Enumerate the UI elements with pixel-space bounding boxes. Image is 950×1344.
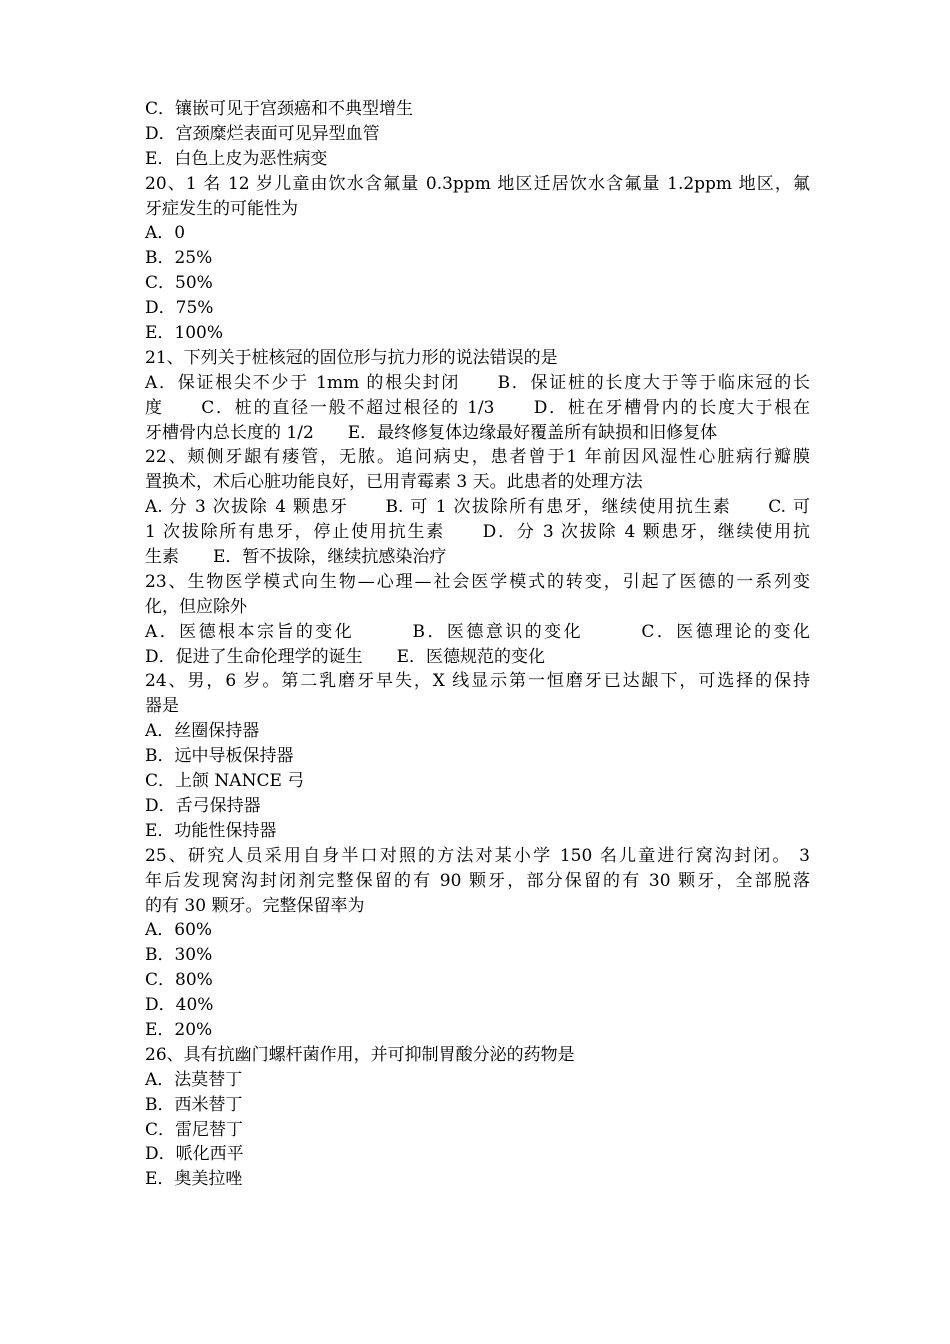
question-24-option-b: B．远中导板保持器: [145, 746, 294, 767]
question-22-options-line-1: A. 分 3 次拔除 4 颗患牙 B. 可 1 次拔除所有患牙，继续使用抗生素 C. 可: [145, 497, 810, 518]
question-22-options-line-2: 1 次拔除所有患牙，停止使用抗生素 D．分 3 次拔除 4 颗患牙，继续使用抗: [145, 522, 810, 543]
question-25-stem: 25、研究人员采用自身半口对照的方法对某小学 150 名儿童进行窝沟封闭。 3: [145, 845, 810, 866]
question-24-option-a: A．丝圈保持器: [145, 721, 260, 742]
question-22-options-line-3: 生素 E．暂不拔除，继续抗感染治疗: [145, 547, 447, 568]
question-25-option-d: D．40%: [145, 995, 214, 1016]
question-24-option-d: D．舌弓保持器: [145, 795, 261, 816]
question-26-option-c: C．雷尼替丁: [145, 1119, 244, 1140]
question-22-stem: 22、颊侧牙龈有瘘管，无脓。追问病史，患者曾于1 年前因风湿性心脏病行瓣膜: [145, 447, 810, 468]
question-20-option-e: E．100%: [145, 323, 224, 344]
question-24-option-c: C．上颌 NANCE 弓: [145, 771, 305, 792]
question-25-stem-cont-1: 年后发现窝沟封闭剂完整保留的有 90 颗牙，部分保留的有 30 颗牙，全部脱落: [145, 870, 810, 891]
question-25-option-e: E．20%: [145, 1019, 213, 1040]
question-26-stem: 26、具有抗幽门螺杆菌作用，并可抑制胃酸分泌的药物是: [145, 1044, 575, 1065]
question-20-option-a: A．0: [145, 223, 186, 244]
question-20-stem-cont: 牙症发生的可能性为: [145, 198, 298, 219]
question-23-stem: 23、生物医学模式向生物—心理—社会医学模式的转变，引起了医德的一系列变: [145, 571, 810, 592]
option-c-line: C．镶嵌可见于宫颈癌和不典型增生: [145, 99, 414, 119]
option-e-line: E．白色上皮为恶性病变: [145, 148, 328, 169]
question-25-option-b: B．30%: [145, 945, 213, 966]
question-20-option-d: D．75%: [145, 298, 214, 319]
question-22-stem-cont: 置换术，术后心脏功能良好，已用青霉素 3 天。此患者的处理方法: [145, 472, 643, 493]
question-26-option-b: B．西米替丁: [145, 1094, 243, 1115]
question-26-option-e: E．奥美拉唑: [145, 1169, 243, 1190]
question-21-options-line-1: A．保证根尖不少于 1mm 的根尖封闭 B．保证桩的长度大于等于临床冠的长: [145, 372, 810, 393]
question-25-option-c: C．80%: [145, 970, 213, 991]
question-24-stem: 24、男，6 岁。第二乳磨牙早失，X 线显示第一恒磨牙已达龈下，可选择的保持: [145, 671, 810, 692]
question-26-option-a: A．法莫替丁: [145, 1069, 243, 1090]
question-21-stem: 21、下列关于桩核冠的固位形与抗力形的说法错误的是: [145, 347, 558, 368]
question-26-option-d: D．哌化西平: [145, 1144, 244, 1165]
question-24-option-e: E．功能性保持器: [145, 820, 277, 841]
question-20-stem: 20、1 名 12 岁儿童由饮水含氟量 0.3ppm 地区迁居饮水含氟量 1.2ppm 地区，氟: [145, 173, 810, 194]
question-21-options-line-2: 度 C．桩的直径一般不超过根径的 1/3 D．桩在牙槽骨内的长度大于根在: [145, 397, 810, 418]
question-25-stem-cont-2: 的有 30 颗牙。完整保留率为: [145, 895, 365, 916]
question-20-option-c: C．50%: [145, 273, 213, 294]
question-20-option-b: B．25%: [145, 248, 213, 269]
question-23-options-line-2: D．促进了生命伦理学的诞生 E．医德规范的变化: [145, 646, 546, 667]
question-21-options-line-3: 牙槽骨内总长度的 1/2 E．最终修复体边缘最好覆盖所有缺损和旧修复体: [145, 422, 718, 443]
option-d-line: D．宫颈糜烂表面可见异型血管: [145, 123, 380, 144]
question-23-options-line-1: A．医德根本宗旨的变化 B．医德意识的变化 C．医德理论的变化: [145, 621, 810, 642]
question-23-stem-cont: 化，但应除外: [145, 596, 247, 617]
question-text-block: [145, 97, 810, 1192]
question-24-stem-cont: 器是: [145, 696, 179, 717]
question-25-option-a: A．60%: [145, 920, 213, 941]
